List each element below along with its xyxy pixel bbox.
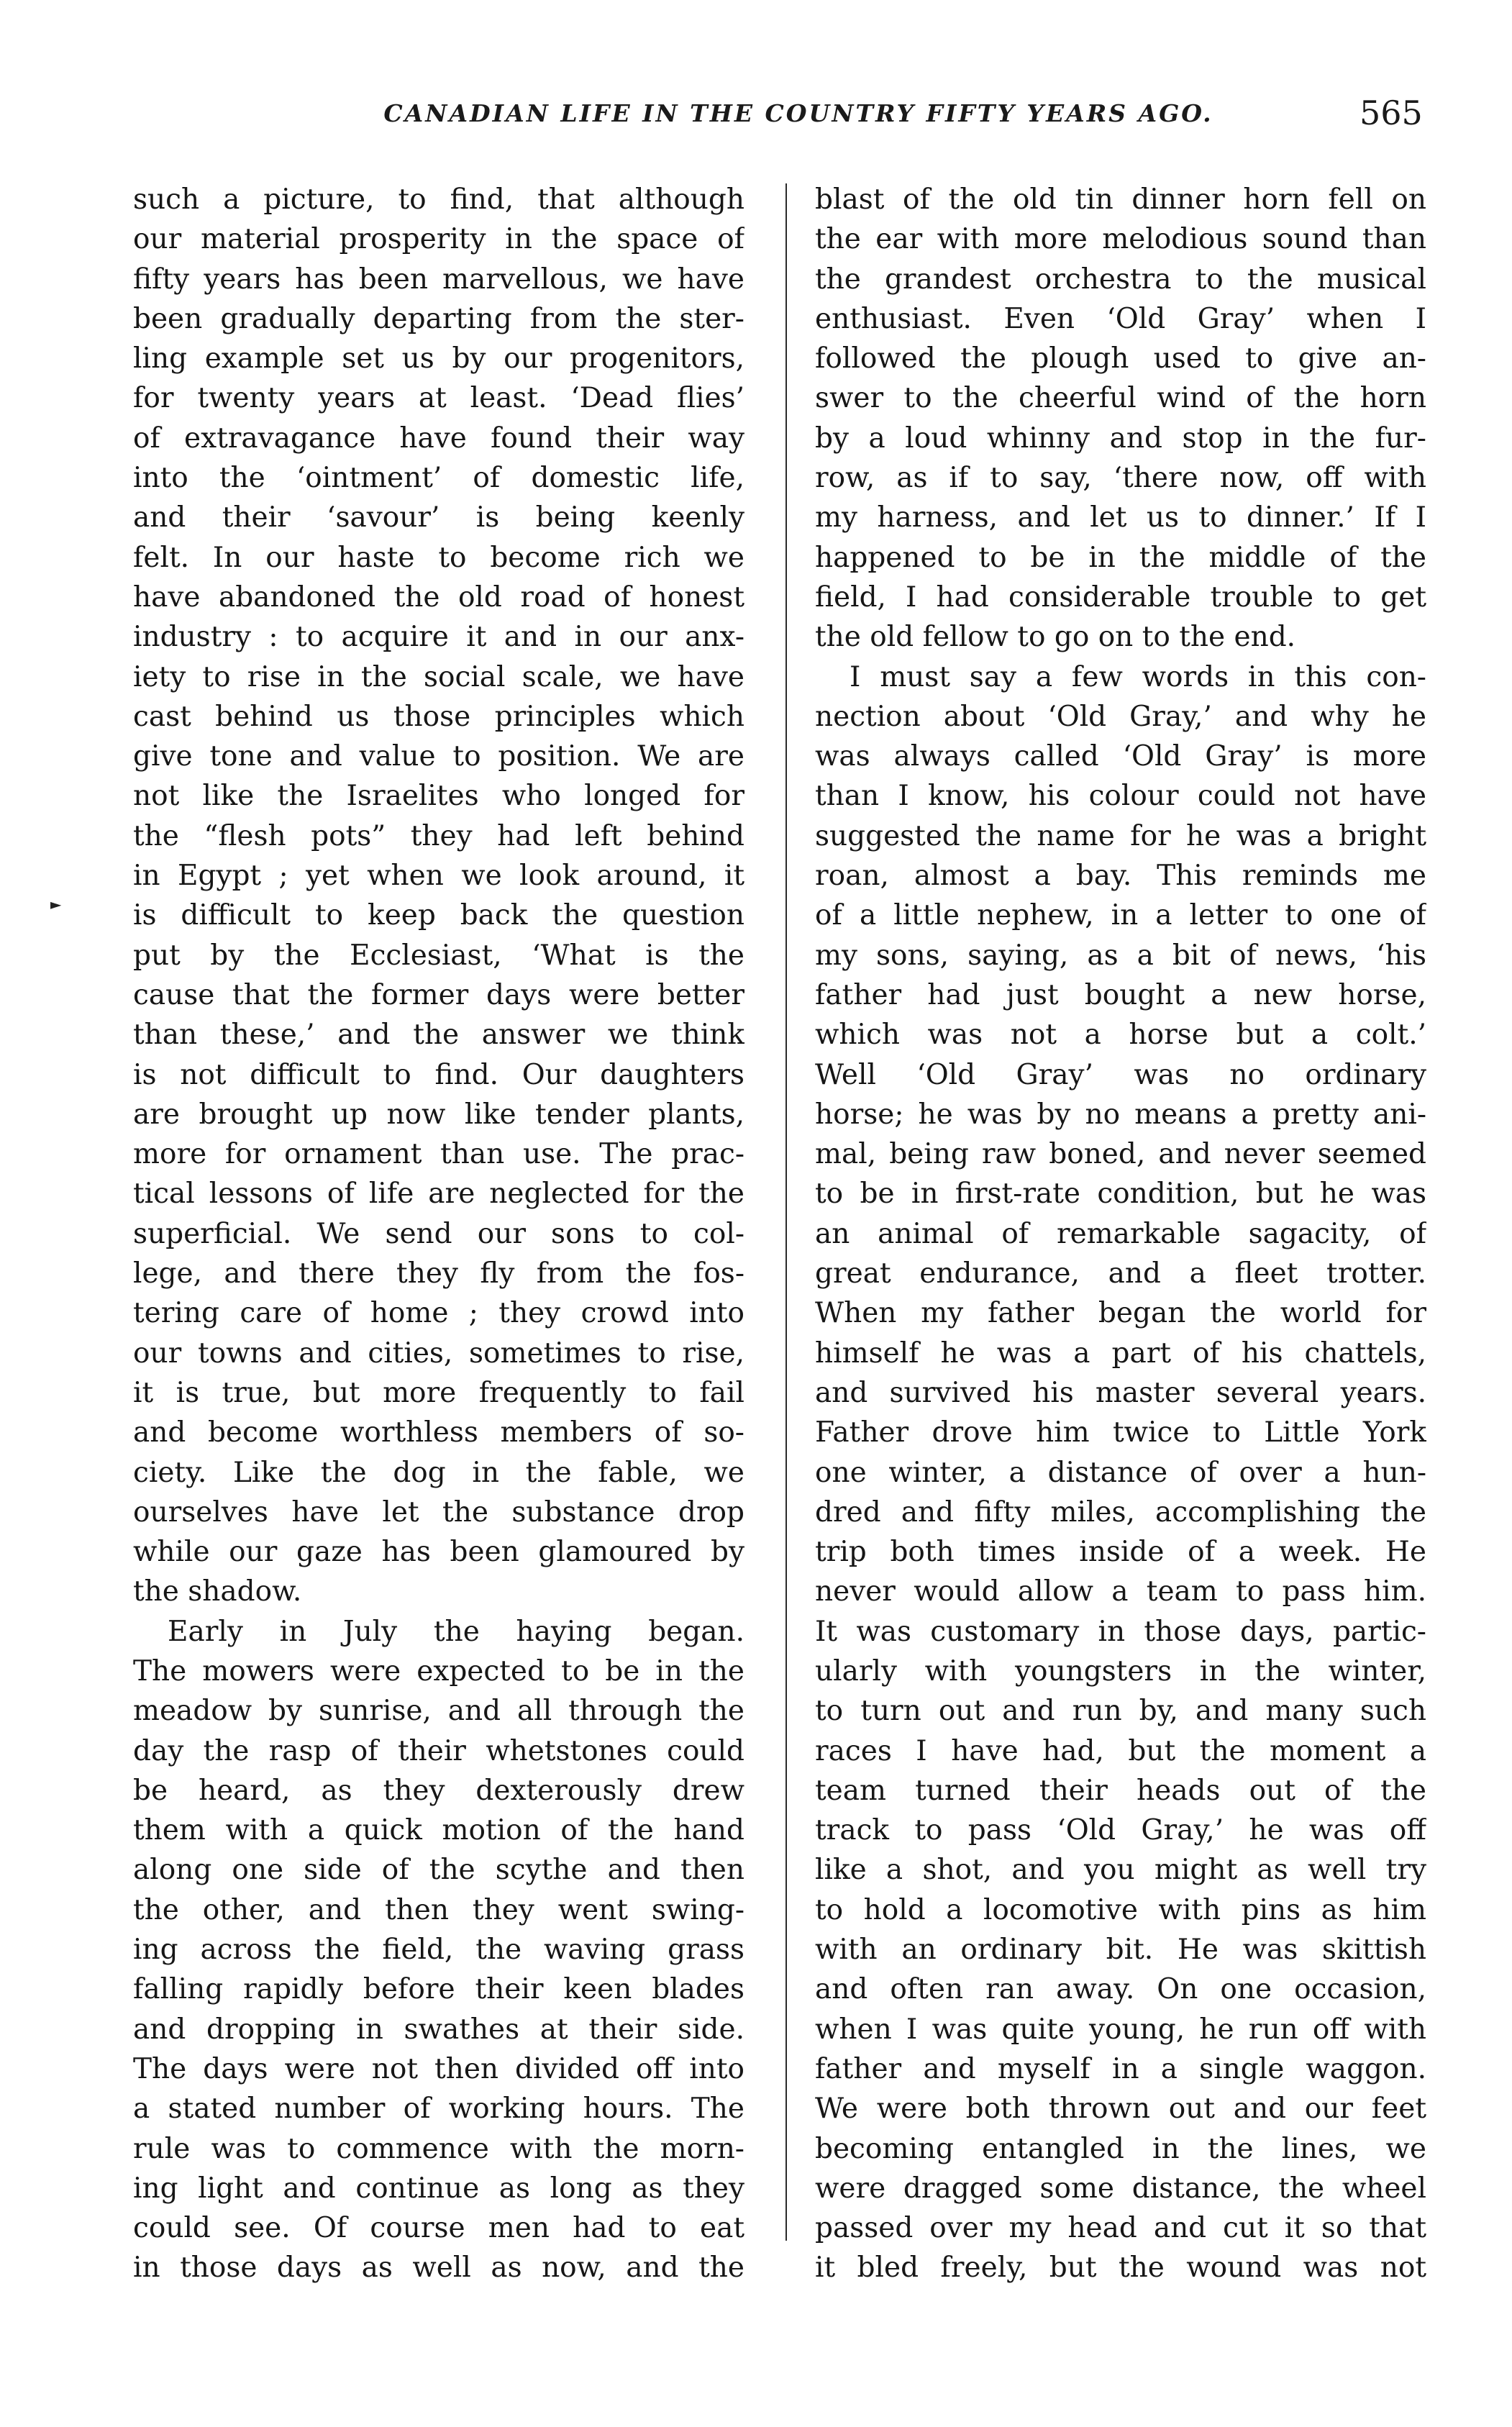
text-line: more for ornament than use. The prac- <box>133 1138 744 1171</box>
text-line: the other, and then they went swing- <box>133 1893 744 1926</box>
text-line: fifty years has been marvellous, we have <box>133 263 744 296</box>
column-divider <box>785 183 787 2241</box>
left-column <box>133 180 744 2288</box>
text-line: and their ‘savour’ is being keenly <box>133 501 744 534</box>
text-line: than I know, his colour could not have <box>815 780 1426 813</box>
text-line: himself he was a part of his chattels, <box>815 1337 1426 1370</box>
text-line: felt. In our haste to become rich we <box>133 541 744 574</box>
text-line: suggested the name for he was a bright <box>815 819 1426 852</box>
text-line: and survived his master several years. <box>815 1376 1426 1409</box>
text-line: falling rapidly before their keen blades <box>133 1973 744 2006</box>
text-line: The days were not then divided off into <box>133 2052 744 2085</box>
text-line: our towns and cities, sometimes to rise, <box>133 1337 744 1370</box>
text-line: when I was quite young, he run off with <box>815 2013 1426 2046</box>
text-line: could see. Of course men had to eat <box>133 2212 744 2245</box>
text-line: is difficult to keep back the question <box>133 899 744 932</box>
text-line: the grandest orchestra to the musical <box>815 263 1426 296</box>
text-line: it bled freely, but the wound was not <box>815 2251 1426 2285</box>
text-line: iety to rise in the social scale, we have <box>133 660 744 693</box>
text-line: not like the Israelites who longed for <box>133 780 744 813</box>
text-line: ling example set us by our progenitors, <box>133 342 744 375</box>
text-line: blast of the old tin dinner horn fell on <box>815 183 1426 216</box>
text-line: put by the Ecclesiast, ‘What is the <box>133 939 744 972</box>
text-line: meadow by sunrise, and all through the <box>133 1695 744 1728</box>
text-line: and become worthless members of so- <box>133 1416 744 1449</box>
text-line: enthusiast. Even ‘Old Gray’ when I <box>815 302 1426 335</box>
text-line: mal, being raw boned, and never seemed <box>815 1138 1426 1171</box>
text-line: The mowers were expected to be in the <box>133 1654 744 1688</box>
text-line: them with a quick motion of the hand <box>133 1814 744 1847</box>
text-line: becoming entangled in the lines, we <box>815 2132 1426 2165</box>
text-line: been gradually departing from the ster- <box>133 302 744 335</box>
text-line: my harness, and let us to dinner.’ If I <box>815 501 1426 534</box>
text-line: field, I had considerable trouble to get <box>815 580 1426 614</box>
text-line: one winter, a distance of over a hun- <box>815 1456 1426 1489</box>
text-line: lege, and there they fly from the fos- <box>133 1257 744 1290</box>
text-line: tering care of home ; they crowd into <box>133 1297 744 1330</box>
text-line: my sons, saying, as a bit of news, ‘his <box>815 939 1426 972</box>
text-line: in those days as well as now, and the <box>133 2251 744 2285</box>
text-line: into the ‘ointment’ of domestic life, <box>133 462 744 495</box>
text-line: Father drove him twice to Little York <box>815 1416 1426 1449</box>
text-line: of a little nephew, in a letter to one of <box>815 899 1426 932</box>
text-line: along one side of the scythe and then <box>133 1854 744 1887</box>
text-line: were dragged some distance, the wheel <box>815 2172 1426 2205</box>
text-line: have abandoned the old road of honest <box>133 580 744 614</box>
text-line: ing across the field, the waving grass <box>133 1934 744 1967</box>
text-line: while our gaze has been glamoured by <box>133 1536 744 1569</box>
text-line: our material prosperity in the space of <box>133 223 744 256</box>
text-line: ourselves have let the substance drop <box>133 1495 744 1529</box>
text-line: and dropping in swathes at their side. <box>133 2013 744 2046</box>
text-line: father had just bought a new horse, <box>815 978 1426 1011</box>
text-line: the “flesh pots” they had left behind <box>133 819 744 852</box>
text-line: Early in July the haying began. <box>168 1615 744 1648</box>
text-line: the ear with more melodious sound than <box>815 223 1426 256</box>
text-line: cause that the former days were better <box>133 978 744 1011</box>
text-line: and often ran away. On one occasion, <box>815 1973 1426 2006</box>
text-line: row, as if to say, ‘there now, off with <box>815 462 1426 495</box>
text-line: passed over my head and cut it so that <box>815 2212 1426 2245</box>
text-line: It was customary in those days, partic- <box>815 1615 1426 1648</box>
text-line: in Egypt ; yet when we look around, it <box>133 860 744 893</box>
text-line: a stated number of working hours. The <box>133 2093 744 2126</box>
text-line: We were both thrown out and our feet <box>815 2093 1426 2126</box>
text-line: rule was to commence with the morn- <box>133 2132 744 2165</box>
margin-mark: ► <box>50 896 62 913</box>
right-column <box>815 180 1426 2288</box>
text-line: happened to be in the middle of the <box>815 541 1426 574</box>
text-line: be heard, as they dexterously drew <box>133 1774 744 1807</box>
text-line: than these,’ and the answer we think <box>133 1019 744 1052</box>
text-line: team turned their heads out of the <box>815 1774 1426 1807</box>
text-line: by a loud whinny and stop in the fur- <box>815 422 1426 455</box>
text-line: trip both times inside of a week. He <box>815 1536 1426 1569</box>
text-line: father and myself in a single waggon. <box>815 2052 1426 2085</box>
text-line: I must say a few words in this con- <box>850 660 1426 693</box>
text-line: like a shot, and you might as well try <box>815 1854 1426 1887</box>
running-title: CANADIAN LIFE IN THE COUNTRY FIFTY YEARS AGO. <box>383 99 1213 127</box>
text-line: day the rasp of their whetstones could <box>133 1734 744 1767</box>
text-line: ing light and continue as long as they <box>133 2172 744 2205</box>
text-line: ularly with youngsters in the winter, <box>815 1654 1426 1688</box>
text-line: swer to the cheerful wind of the horn <box>815 382 1426 415</box>
text-line: to turn out and run by, and many such <box>815 1695 1426 1728</box>
text-line: superficial. We send our sons to col- <box>133 1217 744 1250</box>
text-line: tical lessons of life are neglected for the <box>133 1178 744 1211</box>
text-line: dred and fifty miles, accomplishing the <box>815 1495 1426 1529</box>
text-line: is not difficult to find. Our daughters <box>133 1058 744 1091</box>
text-line: which was not a horse but a colt.’ <box>815 1019 1426 1052</box>
text-line: such a picture, to find, that although <box>133 183 744 216</box>
text-line: followed the plough used to give an- <box>815 342 1426 375</box>
text-line: of extravagance have found their way <box>133 422 744 455</box>
text-line: races I have had, but the moment a <box>815 1734 1426 1767</box>
text-line: great endurance, and a fleet trotter. <box>815 1257 1426 1290</box>
text-line: an animal of remarkable sagacity, of <box>815 1217 1426 1250</box>
text-line: When my father began the world for <box>815 1297 1426 1330</box>
page-number: 565 <box>1360 94 1423 132</box>
text-line: roan, almost a bay. This reminds me <box>815 860 1426 893</box>
text-line: track to pass ‘Old Gray,’ he was off <box>815 1814 1426 1847</box>
text-line: are brought up now like tender plants, <box>133 1098 744 1131</box>
text-line: it is true, but more frequently to fail <box>133 1376 744 1409</box>
text-line: industry : to acquire it and in our anx- <box>133 621 744 654</box>
text-line: to be in first-rate condition, but he was <box>815 1178 1426 1211</box>
text-line: ciety. Like the dog in the fable, we <box>133 1456 744 1489</box>
text-line: with an ordinary bit. He was skittish <box>815 1934 1426 1967</box>
text-line: give tone and value to position. We are <box>133 740 744 773</box>
text-line: the old fellow to go on to the end. <box>815 621 1296 654</box>
text-line: horse; he was by no means a pretty ani- <box>815 1098 1426 1131</box>
text-line: Well ‘Old Gray’ was no ordinary <box>815 1058 1426 1091</box>
text-line: was always called ‘Old Gray’ is more <box>815 740 1426 773</box>
text-line: cast behind us those principles which <box>133 700 744 733</box>
text-line: for twenty years at least. ‘Dead flies’ <box>133 382 744 415</box>
text-line: nection about ‘Old Gray,’ and why he <box>815 700 1426 733</box>
text-line: to hold a locomotive with pins as him <box>815 1893 1426 1926</box>
text-line: the shadow. <box>133 1575 302 1608</box>
text-line: never would allow a team to pass him. <box>815 1575 1426 1608</box>
